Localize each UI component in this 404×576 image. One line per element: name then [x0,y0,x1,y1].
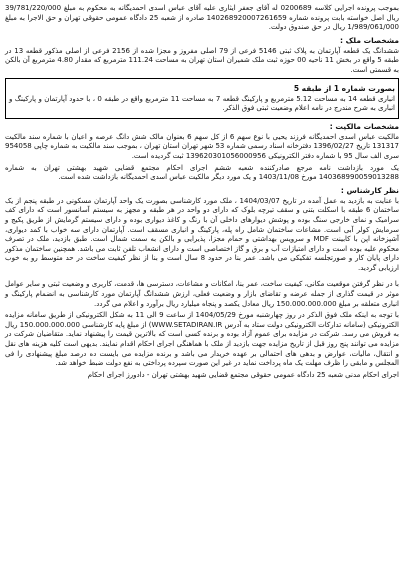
annex-title: بصورت شماره 1 از طبقه 5 [293,83,395,93]
property-description: ششدانگ یک قطعه آپارتمان به پلاک ثبتی 5146 فرعی از 79 اصلی مفروز و مجزا شده از 2156 فرعی از اصلی مذکور قطعه 13 در طبقه 5 واقع در بخش 11 ناحیه 00 حوزه ثبت ملک شمیران استان تهران به مساحت 111.24 مترمربع که مقدار 4.80 مترمربع آن بالکن به قسمتی است. [5,46,399,74]
annex-box [5,78,399,119]
expert-paragraph: با عنایت به بازدید به عمل آمده در تاریخ 1404/03/07 ، ملک مورد کارشناسی بصورت یک واحد آپارتمان مسکونی در طبقه پنجم از یک ساختمان 6 طبقه با اسکلت بتنی و سقف تیرچه بلوک که دارای دو واحد در هر طبقه و مجهز به سیستم آسانسور است که دارای کف سرامیک و نمای خارجی سنگ بوده و پوشش دیوارهای داخلی آن با رنگ و کاغذ دیواری بوده و دارای سیستم گرمایش از طریق پکیج و سرمایش کولر آبی است. مشاعات ساختمان شامل راه پله، پارکینگ و انباری مسقف است. آپارتمان دارای سه خواب با کمد دیواری، آشپزخانه اپن با کابینت MDF و سرویس بهداشتی و حمام مجزا، پذیرایی و بالکن به سمت شمال است. طبق بازدید، ملک در تصرف محکوم علیه بوده است و دارای امتیازات آب و برق و گاز اختصاصی است و دارای انشعاب تلفن ثابت می باشد. همچنین ساختمان مذکور دارای پایان کار و صورتجلسه تفکیکی می باشد. عمر بنا در حدود 8 سال است و بنا از نظر کیفیت ساخت در حد متوسط رو به خوب ارزیابی گردید. [5,196,399,272]
seizure-paragraph: یک مورد بازداشت نامه مرجع صادرکننده شعبه ششم اجرای احکام مجتمع قضایی شهید بهشتی تهران به شماره 140368990059013288 مورخ 1403/11/08 و یک مورد دیگر مالکیت عباس اسدی احمدیگانه بازداشت شده است. [5,163,399,182]
ownership-description: مالکیت عباس اسدی احمدیگانه فرزند یحیی با نوع سهم 6 از کل سهم 6 بعنوان مالک شش دانگ عرصه و اعیان با شماره سند مالکیت 131317 تاریخ 1396/02/27 دفترخانه اسناد رسمی شماره 53 شهر تهران استان تهران ، بموجب سند مالکیت به شماره چاپی 954058 سری الف سال 95 با شماره دفتر الکترونیکی 139620301056000956 ثبت گردیده است. [5,132,399,160]
footer-paragraph: اجرای احکام مدنی شعبه 25 دادگاه عمومی حقوقی مجتمع قضایی شهید بهشتی تهران - دادورز اجرای احکام [87,370,399,379]
annex-description: انباری قطعه 14 به مساحت 5.12 مترمربع و پارکینگ قطعه 7 به مساحت 11 مترمربع واقع در طبقه 0 ، با حدود آپارتمان و پارکینگ و انباری به شرح مندرج در نامه اعلام وضعیت ثبتی فوق الذکر. [9,94,395,113]
property-heading: مشخصات ملک : [339,35,399,45]
expert-heading: نظر کارشناس : [340,185,399,195]
auction-paragraph: با توجه به اینکه ملک فوق الذکر در روز چهارشنبه مورخ 1404/05/29 از ساعت 9 الی 11 به شکل الکترونیکی از طریق سامانه مزایده الکترونیکی (سامانه تدارکات الکترونیکی دولت ستاد به آدرس WWW.SETADIRAN.IR) از مبلغ پایه کارشناسی 150.000.000.000 ریال به فروش می رسد. شرکت در مزایده برای عموم آزاد بوده و برنده کسی است که بالاترین قیمت را پیشنهاد نماید. متقاضیان شرکت در مزایده می توانند پنج روز قبل از تاریخ مزایده جهت بازدید از ملک با هماهنگی اجرای احکام اقدام نمایند. بدیهی است کلیه هزینه های نقل و انتقال، مالیات، عوارض و بدهی های احتمالی بر عهده خریدار می باشد و برنده مزایده می بایست ده درصد مبلغ پیشنهادی را فی المجلس و مابقی را ظرف مهلت یک ماه پرداخت نماید در غیر این صورت سپرده پرداختی به نفع دولت ضبط خواهد شد. [5,311,399,368]
intro-paragraph: بموجب پرونده اجرایی کلاسه 0200689 له آقای جعفر ایثاری علیه آقای عباس اسدی احمدیگانه به محکوم به مبلغ 39/781/220/000 ریال اصل خواسته بابت پرونده شماره 140268920007261659 صادره از شعبه 25 دادگاه عمومی حقوقی تهران و حق الاجرا به مبلغ 1/989/061/000 ریال در حق صندوق دولت. [5,4,400,32]
ownership-heading: مشخصات مالکیت : [329,121,399,131]
valuation-paragraph: با در نظر گرفتن موقعیت مکانی، کیفیت ساخت، عمر بنا، امکانات و مشاعات، دسترسی ها، قدمت، کاربری و وضعیت ثبتی و سایر عوامل موثر در قیمت گذاری از جمله عرضه و تقاضای بازار و وضعیت فعلی، ارزش ششدانگ آپارتمان مورد کارشناسی به انضمام پارکینگ و انباری متعلقه بر مبلغ 150.000.000.000 ریال معادل یکصد و پنجاه میلیارد ریال برآورد و اعلام می گردد. [5,280,399,308]
